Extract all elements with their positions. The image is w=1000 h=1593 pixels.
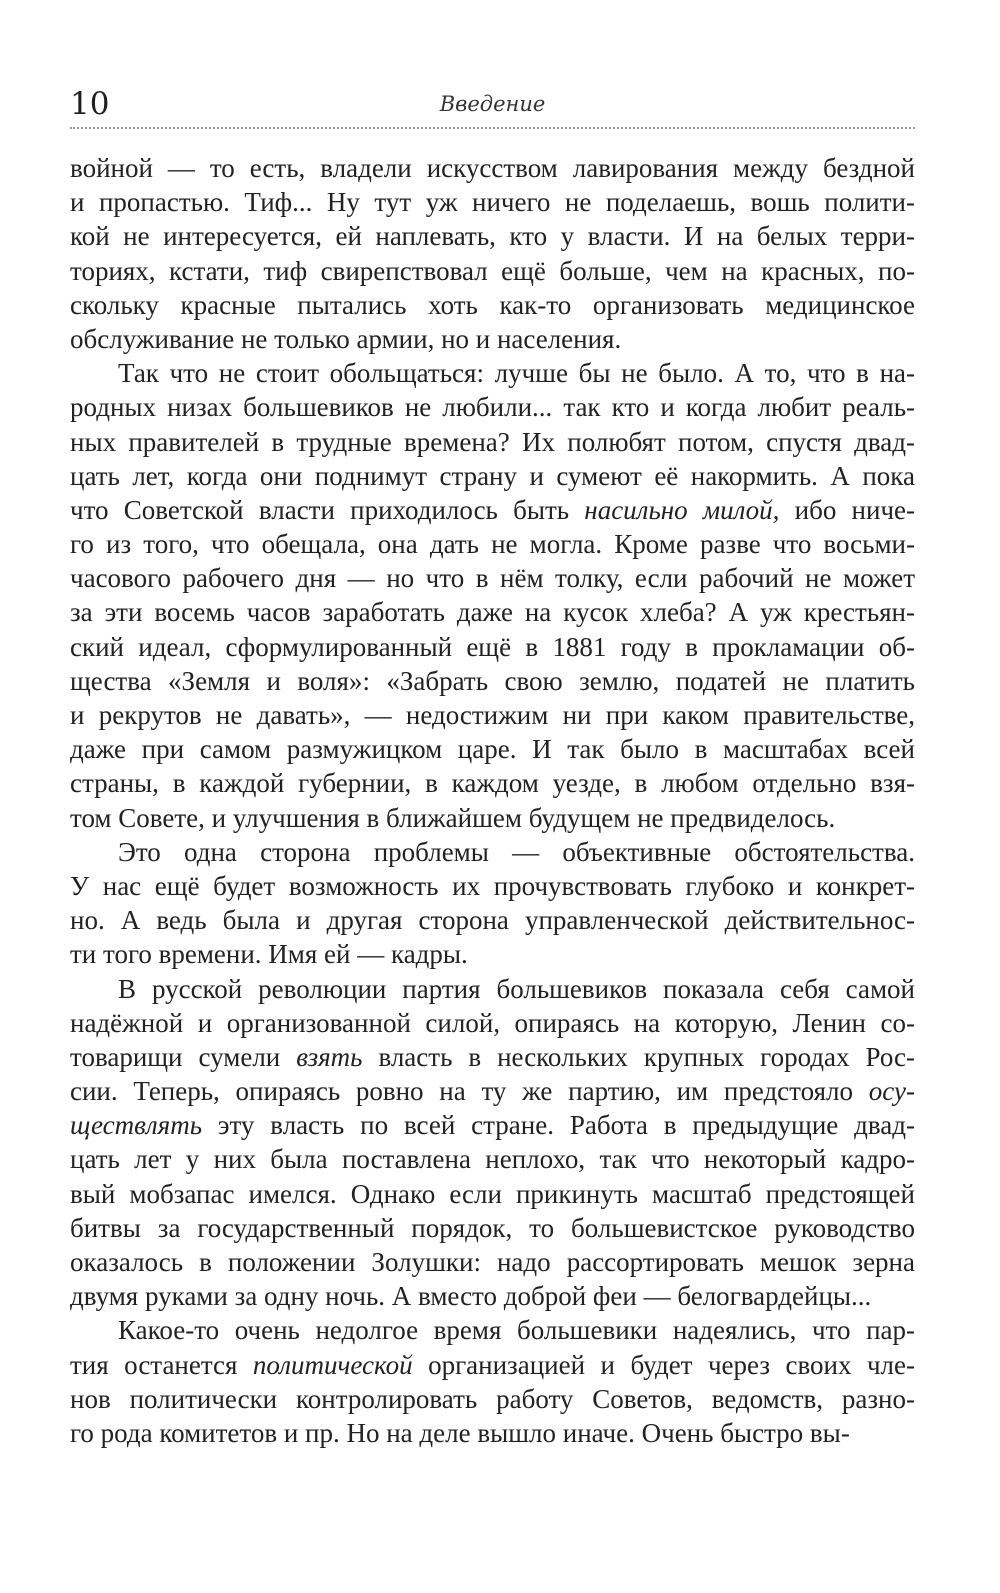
text-line: даже при самом размужицком царе. И так было в масштабах всей: [70, 734, 915, 765]
text-line: и рекрутов не давать», — недостижим ни при каком правительстве,: [70, 700, 915, 730]
text-line: [70, 493, 915, 527]
text-line: войной — то есть, владели искусством лавирования между бездной: [70, 153, 915, 183]
text-run: ибо ниче-: [779, 494, 916, 525]
text-line: за эти восемь часов заработать даже на кусок хлеба? А уж крестьян-: [70, 597, 915, 628]
text-run: тия останется: [70, 1349, 253, 1380]
text-line: двумя руками за одну ночь. А вместо доброй феи — белогвардейцы...: [70, 1281, 872, 1312]
italic-emphasis: ществлять: [70, 1110, 202, 1141]
text-line: нов политически контролировать работу Советов, ведомств, разно-: [70, 1383, 915, 1414]
text-line: [70, 1348, 915, 1382]
text-run: организацией и будет через своих чле-: [412, 1349, 916, 1380]
text-line: страны, в каждой губернии, в каждом уезде, в любом отдельно взя-: [70, 768, 915, 799]
text-run: власть в нескольких крупных городах Рос-: [362, 1041, 915, 1072]
text-line: том Совете, и улучшения в ближайшем будущем не предвиделось.: [70, 802, 836, 833]
text-line: цать лет, когда они поднимут страну и сумеют её накормить. А пока: [70, 460, 915, 491]
header-divider: [70, 127, 915, 129]
text-line: вый мобзапас имелся. Однако если прикинуть масштаб предстоящей: [70, 1178, 915, 1209]
text-line: но. А ведь была и другая сторона управленческой действительнос-: [70, 905, 915, 936]
text-run: что Советской власти приходилось быть: [70, 494, 585, 525]
text-line: щества «Земля и воля»: «Забрать свою землю, податей не платить: [70, 665, 915, 696]
text-line: [70, 1108, 915, 1142]
italic-emphasis: взять: [296, 1041, 363, 1072]
text-run: сии. Теперь, опираясь ровно на ту же партию, им предстояло: [70, 1076, 869, 1107]
text-line: ти того времени. Имя ей — кадры.: [70, 939, 468, 970]
text-line: Так что не стоит обольщаться: лучше бы не было. А то, что в на-: [118, 358, 915, 389]
text-line: В русской революции партия большевиков показала себя самой: [118, 973, 915, 1004]
text-line: надёжной и организованной силой, опираясь на которую, Ленин со-: [70, 1007, 915, 1038]
text-line: Какое-то очень недолгое время большевики надеялись, что пар-: [118, 1315, 915, 1346]
page-number: 10: [70, 86, 110, 122]
text-line: скольку красные пытались хоть как-то организовать медицинское: [70, 289, 915, 320]
text-line: кой не интересуется, ей наплевать, кто у власти. И на белых терри-: [70, 221, 915, 252]
text-line: ториях, кстати, тиф свирепствовал ещё больше, чем на красных, по-: [70, 255, 915, 286]
text-line: Это одна сторона проблемы — объективные обстоятельства.: [118, 836, 915, 867]
text-line: [70, 1040, 915, 1074]
text-line: го рода комитетов и пр. Но на деле вышло иначе. Очень быстро вы-: [70, 1417, 850, 1448]
text-line: ных правителей в трудные времена? Их полюбят потом, спустя двад-: [70, 426, 915, 457]
text-line: го из того, что обещала, она дать не могла. Кроме разве что восьми-: [70, 529, 915, 560]
text-line: оказалось в положении Золушки: надо рассортировать мешок зерна: [70, 1247, 915, 1277]
text-line: цать лет у них была поставлена неплохо, так что некоторый кадро-: [70, 1144, 915, 1175]
running-title: Введение: [439, 92, 546, 116]
text-line: часового рабочего дня — но что в нём толку, если рабочий не может: [70, 563, 915, 594]
text-run: товарищи сумели: [70, 1041, 297, 1072]
text-run: эту власть по всей стране. Работа в предыдущие двад-: [202, 1110, 915, 1141]
body-text: [70, 151, 915, 1450]
italic-emphasis: политической: [252, 1349, 413, 1380]
text-line: и пропастью. Тиф... Ну тут уж ничего не поделаешь, вошь полити-: [70, 187, 915, 218]
text-line: У нас ещё будет возможность их прочувствовать глубоко и конкрет-: [70, 870, 915, 901]
italic-emphasis: осу-: [868, 1076, 915, 1107]
page-header: [70, 84, 915, 128]
text-line: обслуживание не только армии, но и населения.: [70, 323, 622, 354]
text-line: [70, 1074, 915, 1108]
text-line: битвы за государственный порядок, то большевистское руководство: [70, 1212, 915, 1243]
text-line: ский идеал, сформулированный ещё в 1881 году в прокламации об-: [70, 631, 915, 662]
italic-emphasis: насильно милой,: [584, 494, 780, 525]
text-line: родных низах большевиков не любили... так кто и когда любит реаль-: [70, 392, 915, 423]
